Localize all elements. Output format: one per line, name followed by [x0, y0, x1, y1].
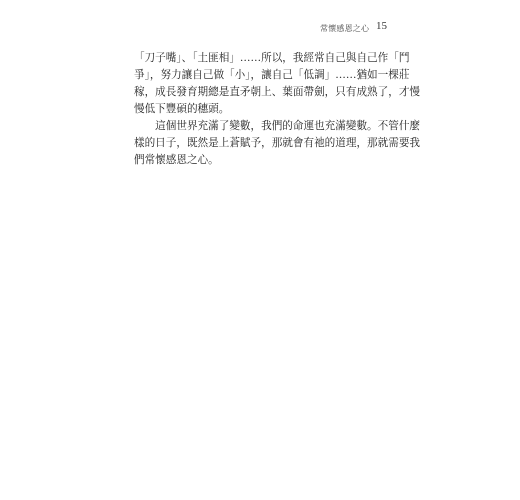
- text-line: 慢低下豐碩的穗頭。: [134, 103, 230, 115]
- text-line: 爭」，努力讓自己做「小」，讓自己「低調」……猶如一棵莊: [134, 69, 410, 81]
- text-line: 樣的日子，既然是上蒼賦予，那就會有祂的道理，那就需要我: [134, 137, 421, 149]
- page-number: 15: [376, 20, 387, 32]
- body-text: [134, 50, 421, 169]
- text-line: 「刀子嘴」、「土匪相」……所以，我經常自己與自己作「鬥: [134, 52, 410, 64]
- text-line: 們常懷感恩之心。: [134, 154, 219, 166]
- text-line: 這個世界充滿了變數，我們的命運也充滿變數。不管什麼: [134, 120, 421, 132]
- paragraph-2: [134, 118, 421, 169]
- running-title: 常懷感恩之心: [320, 24, 370, 33]
- text-line: 稼，成長發育期總是直矛朝上、葉面帶劍，只有成熟了，才慢: [134, 86, 421, 98]
- running-head: [300, 20, 400, 36]
- paragraph-1: [134, 50, 421, 118]
